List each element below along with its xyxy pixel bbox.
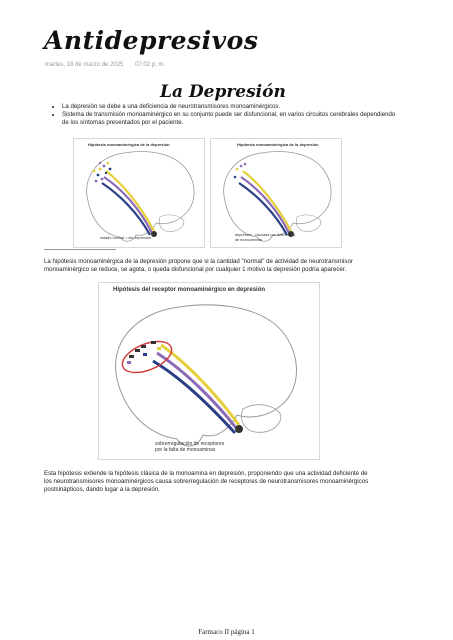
bullet-item: • Sistema de transmisión monoaminérgico en su conjunto puede ser disfuncional, en varios circuitos cerebrales dependiendo de los síntomas presentados por el paciente. bbox=[62, 111, 402, 127]
brain-diagram bbox=[74, 139, 204, 247]
figure-title: Hipótesis del receptor monoaminérgico en depresión bbox=[113, 287, 266, 293]
cerebellum-outline bbox=[159, 215, 184, 232]
divider-line bbox=[44, 249, 116, 250]
figure-depression-state bbox=[210, 138, 342, 248]
section-title: La Depresión bbox=[160, 82, 286, 102]
note-time: 07:02 p. m. bbox=[135, 62, 166, 68]
bullet-list bbox=[52, 103, 402, 127]
pathway-yellow bbox=[161, 345, 239, 425]
page-footer: Farmaco II página 1 bbox=[198, 628, 255, 636]
figure-caption bbox=[155, 441, 224, 453]
note-date: martes, 18 de marzo de 2025 bbox=[45, 62, 124, 68]
figure-caption-line: sobrerregulación de receptores bbox=[155, 441, 225, 447]
cerebellum-outline bbox=[241, 405, 281, 432]
figure-receptor-hypothesis bbox=[98, 282, 320, 460]
figure-normal-state bbox=[73, 138, 205, 248]
paragraph-receptor-hypothesis: Esta hipótesis extiende la hipótesis clásica de la monoamina en depresión, proponiendo que una actividad deficiente de los neurotransmisores monoaminérgicos causa sobrerregulación de receptores de neurotransmisores monoaminérgicos postsinápticos, dando lugar a la depresión. bbox=[44, 470, 369, 493]
figure-title: Hipótesis monoaminérgica de la depresión bbox=[237, 142, 319, 147]
figure-caption-line: por la falta de monoaminas bbox=[155, 447, 216, 453]
figure-caption: depresión - causada por deficiencia de monoaminas bbox=[235, 233, 295, 242]
brain-diagram bbox=[99, 283, 319, 459]
brain-outline bbox=[87, 152, 194, 242]
brainstem-target bbox=[235, 425, 243, 433]
cerebellum-outline bbox=[296, 215, 321, 232]
brainstem-target bbox=[151, 231, 157, 237]
page-title: Antidepresivos bbox=[44, 26, 259, 55]
figure-caption: estado normal = sin depresión bbox=[100, 236, 151, 240]
bullet-item: • La depresión se debe a una deficiencia de neurotransmisores monoaminérgicos. bbox=[62, 103, 402, 111]
brain-diagram bbox=[211, 139, 341, 247]
paragraph-monoamine-hypothesis: La hipótesis monoaminérgica de la depresión propone que si la cantidad "normal" de actividad de neurotransmisor monoaminérgico se reduce, se agota, o queda disfuncional por cualquier 1 motivo la depresión podría aparecer. bbox=[44, 258, 353, 273]
figure-title: Hipótesis monoaminérgica de la depresión bbox=[88, 142, 170, 147]
pathway-purple bbox=[157, 353, 237, 429]
brain-outline bbox=[224, 152, 331, 242]
brain-outline bbox=[115, 305, 296, 446]
note-meta bbox=[45, 62, 175, 68]
neurotransmitter-dots bbox=[234, 163, 247, 179]
